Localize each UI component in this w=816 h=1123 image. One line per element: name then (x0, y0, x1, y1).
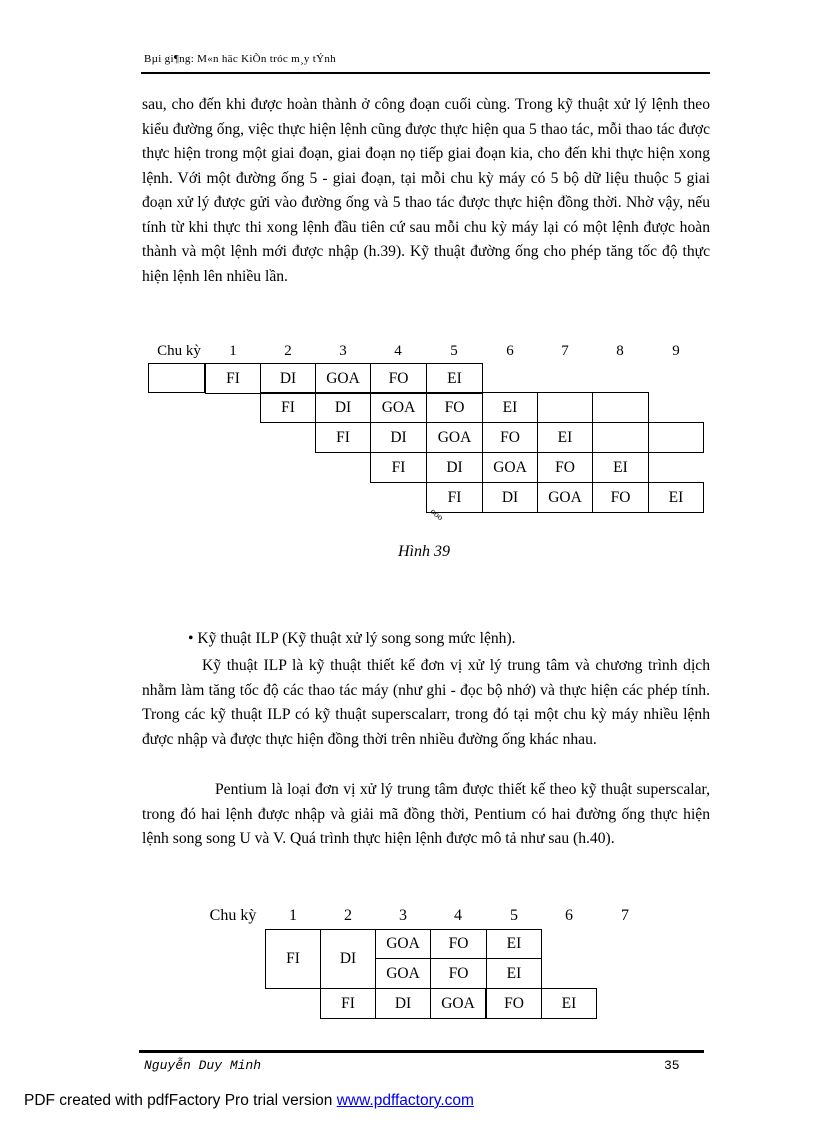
cycle-number: 7 (561, 342, 569, 359)
pipeline-stage-cell: EI (426, 363, 483, 394)
pipeline-stage-cell: EI (592, 452, 649, 483)
u-pipe-cell: GOA (375, 929, 431, 959)
pdf-note-text: PDF created with pdfFactory Pro trial version (24, 1092, 337, 1109)
empty-cell (592, 392, 649, 423)
pipeline-stage-cell: FO (537, 452, 593, 483)
empty-cell (148, 363, 205, 393)
pipeline-stage-cell: GOA (315, 363, 371, 394)
cycle-number: 7 (621, 907, 629, 924)
page-number: 35 (664, 1058, 680, 1073)
pipeline-stage-cell: FO (426, 392, 483, 423)
cycle-label: Chu kỳ (209, 907, 257, 924)
cycle-number: 8 (616, 342, 624, 359)
pipeline-stage-cell: DI (482, 482, 538, 513)
pipeline-stage-cell: EI (537, 422, 593, 453)
cycle-number: 4 (454, 907, 462, 924)
pipeline-stage-cell: DI (375, 988, 431, 1019)
merged-cell-fi: FI (265, 929, 321, 989)
cycle-label: Chu kỳ (157, 342, 201, 359)
v-pipe-cell: EI (486, 958, 542, 989)
pipeline-stage-cell: FI (315, 422, 371, 453)
pipeline-stage-cell: FO (486, 988, 542, 1019)
cycle-number: 3 (399, 907, 407, 924)
cycle-number: 5 (450, 342, 458, 359)
pdf-creator-note (24, 1092, 474, 1110)
cycle-number: 5 (510, 907, 518, 924)
paragraph-ilp: Kỹ thuật ILP là kỹ thuật thiết kế đơn vị xử lý trung tâm và chương trình dịch nhằm làm tăng tốc độ các thao tác máy (như ghi - đọc bộ nhớ) và thực hiện các phép tính. Trong các kỹ thuật ILP có kỹ thuật superscalarr, trong đó tại một chu kỳ máy nhiều lệnh được nhập và được thực hiện đồng thời trên nhiều đường ống khác nhau. (142, 657, 710, 748)
cycle-number: 9 (672, 342, 680, 359)
empty-cell (648, 422, 704, 453)
pipeline-stage-cell: FO (482, 422, 538, 453)
pipeline-stage-cell: DI (370, 422, 427, 453)
pipeline-stage-cell: GOA (370, 392, 427, 423)
cycle-number: 6 (506, 342, 514, 359)
pipeline-stage-cell: DI (426, 452, 483, 483)
running-header: Bµi gi¶ng: M«n häc KiÕn tróc m¸y tÝnh (144, 53, 336, 65)
paragraph-pipeline: sau, cho đến khi được hoàn thành ở công đoạn cuối cùng. Trong kỹ thuật xử lý lệnh theo kiểu đường ống, việc thực hiện lệnh cũng được thực hiện qua 5 thao tác, mỗi thao tác được thực hiện trong một giai đoạn, giai đoạn nọ tiếp giai đoạn kia, cho đến khi thực hiện xong lệnh. Với một đường ống 5 - giai đoạn, tại mỗi chu kỳ máy có 5 bộ dữ liệu thuộc 5 giai đoạn xử lý được gửi vào đường ống và 5 thao tác được thực hiện đồng thời. Nhờ vậy, nếu tính từ khi thực thi xong lệnh đầu tiên cứ sau mỗi chu kỳ máy lại có một lệnh được hoàn thành và một lệnh mới được nhập (h.39). Kỹ thuật đường ống cho phép tăng tốc độ thực hiện lệnh lên nhiều lần. (142, 96, 710, 285)
u-pipe-cell: EI (486, 929, 542, 959)
header-rule (141, 72, 710, 74)
cycle-number: 2 (344, 907, 352, 924)
v-pipe-cell: FO (430, 958, 487, 989)
paragraph-pentium: Pentium là loại đơn vị xử lý trung tâm được thiết kế theo kỹ thuật superscalar, trong đó hai lệnh được nhập và giải mã đồng thời, Pentium có hai đường ống thực hiện lệnh song song U và V. Quá trình thực hiện lệnh được mô tả như sau (h.40). (142, 781, 710, 847)
pipeline-stage-cell: FO (592, 482, 649, 513)
merged-cell-di: DI (320, 929, 376, 989)
footer-rule (139, 1050, 704, 1053)
cycle-number: 1 (229, 342, 237, 359)
pipeline-stage-cell: DI (315, 392, 371, 423)
pipeline-stage-cell: DI (260, 363, 316, 394)
pipeline-stage-cell: EI (648, 482, 704, 513)
figure-caption: Hình 39 (398, 543, 450, 560)
cycle-number: 6 (565, 907, 573, 924)
pipeline-stage-cell: FI (426, 482, 483, 513)
pipeline-stage-cell: GOA (430, 988, 486, 1019)
cycle-number: 1 (289, 907, 297, 924)
pipeline-stage-cell: GOA (537, 482, 593, 513)
pipeline-stage-cell: FI (205, 363, 261, 394)
bullet-ilp: • Kỹ thuật ILP (Kỹ thuật xử lý song song mức lệnh). (188, 630, 516, 647)
empty-cell (537, 392, 593, 423)
pipeline-stage-cell: FI (260, 392, 316, 423)
footer-author: Nguyễn Duy Minh (144, 1058, 262, 1073)
empty-cell (592, 422, 649, 453)
pipeline-stage-cell: FI (370, 452, 427, 483)
pipeline-stage-cell: FO (370, 363, 427, 394)
cycle-number: 3 (339, 342, 347, 359)
u-pipe-cell: FO (430, 929, 487, 959)
pipeline-stage-cell: FI (320, 988, 376, 1019)
cycle-number: 4 (394, 342, 402, 359)
pipeline-stage-cell: GOA (426, 422, 483, 453)
pipeline-stage-cell: GOA (482, 452, 538, 483)
pdffactory-link[interactable]: www.pdffactory.com (336, 1092, 474, 1109)
dots-decoration: ooo (428, 505, 446, 523)
v-pipe-cell: GOA (375, 958, 431, 989)
cycle-number: 2 (284, 342, 292, 359)
pipeline-stage-cell: EI (482, 392, 538, 423)
pipeline-stage-cell: EI (541, 988, 597, 1019)
